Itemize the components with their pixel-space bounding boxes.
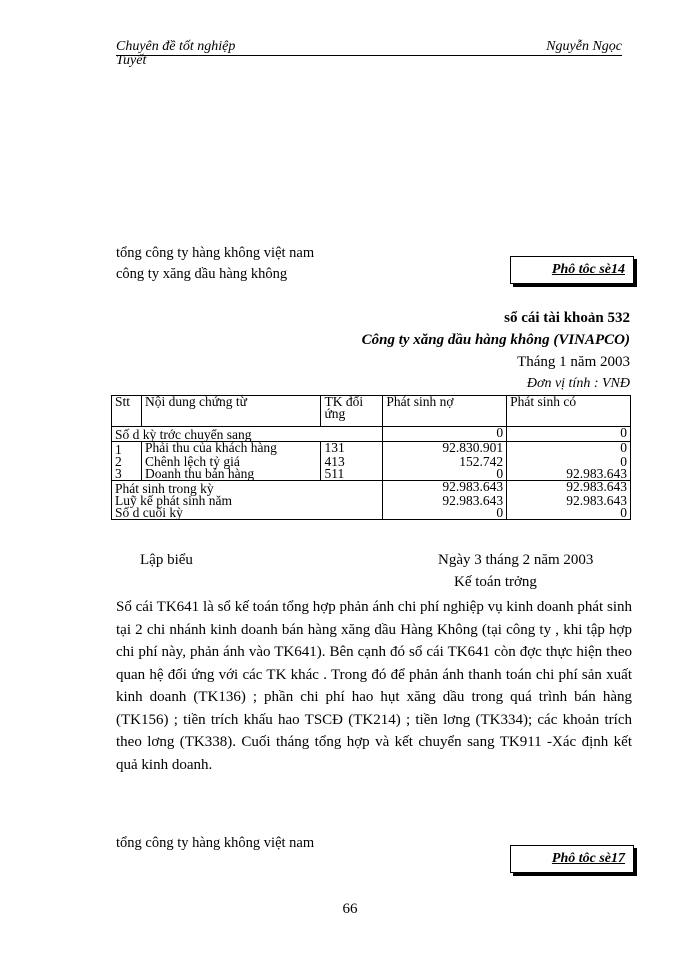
total-credit: 92.983.643 xyxy=(507,481,631,496)
ledger-unit: Đơn vị tính : VNĐ xyxy=(526,376,630,391)
total-debit: 0 xyxy=(383,507,507,520)
preparer-label: Lập biểu xyxy=(140,552,193,568)
row-debit: 0 xyxy=(383,468,507,481)
total-credit: 0 xyxy=(507,507,631,520)
row-credit: 0 xyxy=(507,442,631,457)
row-debit: 92.830.901 xyxy=(383,442,507,457)
header-rule xyxy=(116,55,622,56)
row-account: 131 xyxy=(321,442,383,457)
table-row xyxy=(112,468,631,481)
col-stt: Stt xyxy=(112,396,142,427)
ledger-period: Tháng 1 năm 2003 xyxy=(517,354,630,370)
company-name: công ty xăng dầu hàng không xyxy=(116,266,288,282)
col-debit: Phát sinh nợ xyxy=(383,396,507,427)
row-stt: 1 xyxy=(112,442,142,457)
row-content: Doanh thu bán hàng xyxy=(141,468,321,481)
body-paragraph: Sổ cái TK641 là sổ kế toán tổng hợp phản ánh chi phí nghiệp vụ kinh doanh phát sinh tại 2 chi nhánh kinh doanh bán hàng xăng dầu Hàng Không (tại công ty , khi tập hợp chi phí này, phản ánh vào TK641). Bên cạnh đó sổ cái TK641 còn đợc thực hiện theo quan hệ đối ứng với các TK khác . Trong đó để phản ánh thanh toán chi phí sản xuất kinh doanh (TK136) ; phần chi phí hao hụt xăng dầu trong quá trình bán hàng (TK156) ; tiền trích khấu hao TSCĐ (TK214) ; tiền lơng (TK334); các khoản trích theo lơng (TK338). Cuối tháng tổng hợp và kết chuyển sang TK911 -Xác định kết quả kinh doanh. xyxy=(116,599,632,773)
opening-credit: 0 xyxy=(507,427,631,442)
signature-date: Ngày 3 tháng 2 năm 2003 xyxy=(438,552,594,568)
col-account: TK đối ứng xyxy=(321,396,383,427)
ref-label: Phô tôc sè14 xyxy=(551,262,625,277)
accountant-label: Kế toán trởng xyxy=(454,574,537,590)
ledger-table xyxy=(111,395,631,520)
row-debit: 152.742 xyxy=(383,456,507,468)
total-debit: 92.983.643 xyxy=(383,481,507,496)
org-name: tổng công ty hàng không việt nam xyxy=(116,245,315,261)
row-account: 413 xyxy=(321,456,383,468)
opening-debit: 0 xyxy=(383,427,507,442)
row-content: Chênh lệch tỷ giá xyxy=(141,456,321,468)
ledger-title: sổ cái tài khoản 532 xyxy=(504,310,630,326)
total-label: Luỹ kế phát sinh năm xyxy=(112,495,383,507)
total-label: Số d cuối kỳ xyxy=(112,507,383,520)
ledger-company: Công ty xăng dầu hàng không (VINAPCO) xyxy=(361,332,630,348)
ref-label-2: Phô tôc sè17 xyxy=(551,851,625,866)
org-name-2: tổng công ty hàng không việt nam xyxy=(116,835,315,851)
row-stt: 2 xyxy=(112,456,142,468)
opening-label: Số d kỳ trớc chuyển sang xyxy=(112,427,383,442)
total-row xyxy=(112,495,631,507)
header-title: Chuyên đề tốt nghiệp xyxy=(116,39,236,54)
row-content: Phải thu của khách hàng xyxy=(141,442,321,457)
col-content: Nội dung chứng từ xyxy=(141,396,321,427)
total-debit: 92.983.643 xyxy=(383,495,507,507)
col-credit: Phát sinh có xyxy=(507,396,631,427)
total-credit: 92.983.643 xyxy=(507,495,631,507)
row-credit: 92.983.643 xyxy=(507,468,631,481)
row-credit: 0 xyxy=(507,456,631,468)
total-row xyxy=(112,507,631,520)
page-number: 66 xyxy=(342,901,358,917)
row-stt: 3 xyxy=(112,468,142,481)
total-label: Phát sinh trong kỳ xyxy=(112,481,383,496)
row-account: 511 xyxy=(321,468,383,481)
ref-box-17 xyxy=(510,845,634,873)
table-header-row xyxy=(112,396,631,427)
header-author: Nguyễn Ngọc xyxy=(546,39,622,54)
ref-box-14 xyxy=(510,256,634,284)
header-author-continued: Tuyết xyxy=(116,53,147,68)
